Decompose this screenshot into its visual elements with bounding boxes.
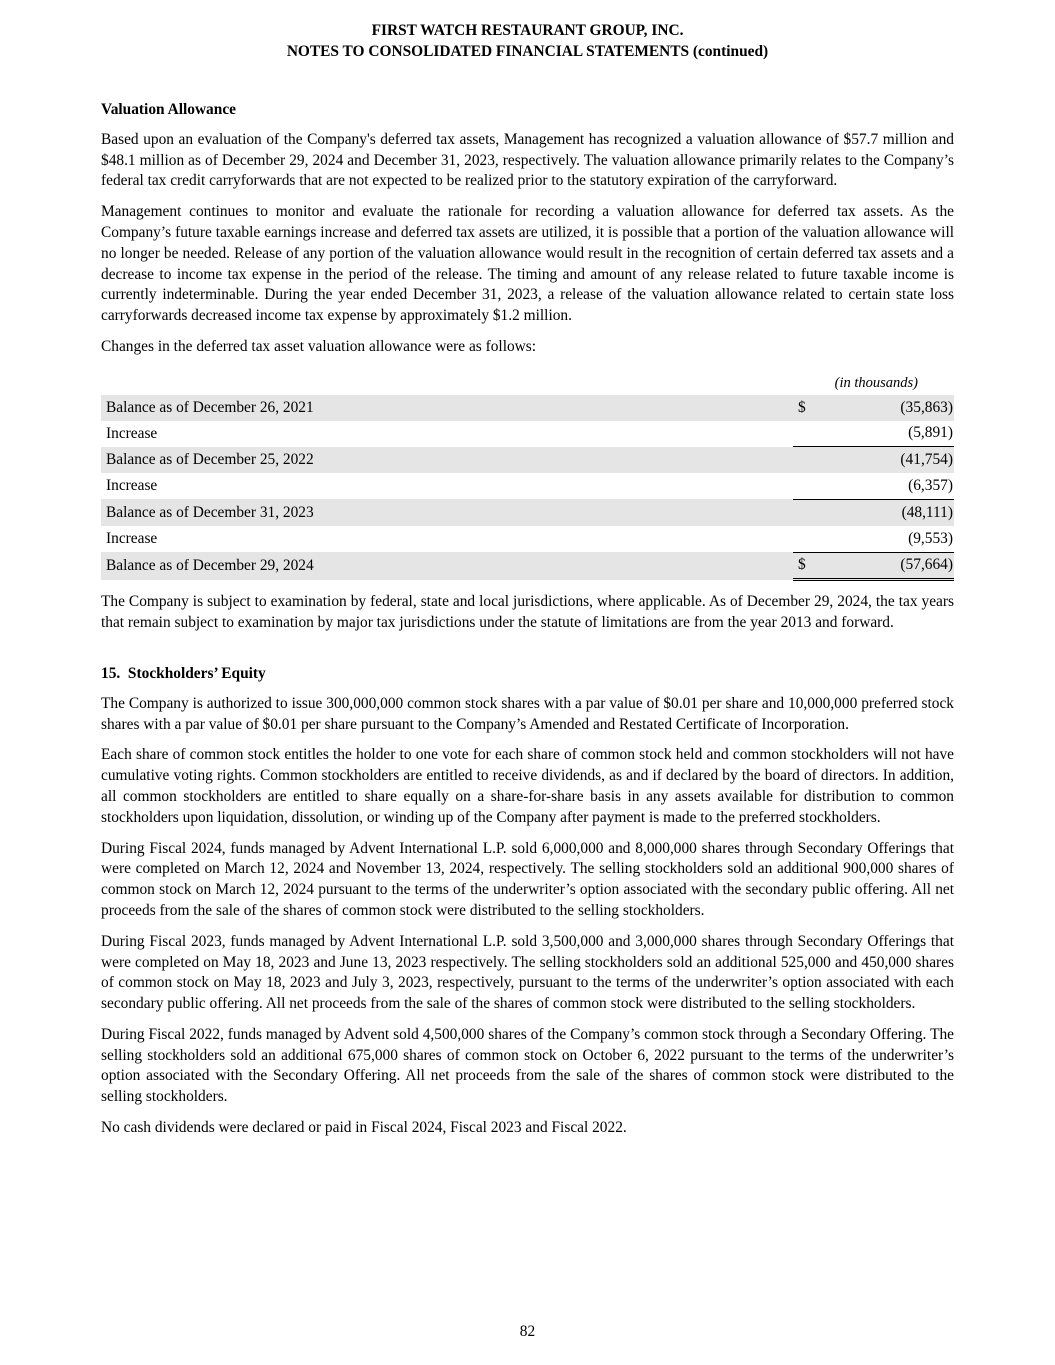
valuation-paragraph-3: Changes in the deferred tax asset valuation allowance were as follows: <box>101 337 537 355</box>
currency-symbol: $ <box>793 552 816 580</box>
row-label: Increase <box>106 424 158 442</box>
currency-symbol: $ <box>793 395 816 421</box>
row-label: Balance as of December 29, 2024 <box>101 552 793 580</box>
equity-paragraph-3: During Fiscal 2024, funds managed by Advent International L.P. sold 6,000,000 and 8,000,000 shares through Secondary Offerings that were completed on March 12, 2024 and November 13, 2024, respectively. The selling stockholders sold an additional 900,000 shares of common stock on March 12, 2024 pursuant to the terms of the underwriter’s option associated with the secondary public offering. All net proceeds from the sale of the shares of common stock were distributed to the selling stockholders. <box>101 839 954 919</box>
row-label: Increase <box>106 477 158 495</box>
table-row <box>101 526 954 552</box>
table-row <box>101 473 954 499</box>
page-header <box>101 20 954 62</box>
table-row <box>101 499 954 525</box>
valuation-paragraph-2: Management continues to monitor and evaluate the rationale for recording a valuation allowance for deferred tax assets. As the Company’s future taxable earnings increase and deferred tax assets are utilized, it is possible that a portion of the valuation allowance will no longer be needed. Release of any portion of the valuation allowance would result in the recognition of certain deferred tax assets and a decrease to income tax expense in the period of the release. The timing and amount of any release related to future taxable income is currently indeterminable. During the year ended December 31, 2023, a release of the valuation allowance related to certain state loss carryforwards decreased income tax expense by approximately $1.2 million. <box>101 203 954 325</box>
valuation-paragraph-1: Based upon an evaluation of the Company's deferred tax assets, Management has recognized a valuation allowance of $57.7 million and $48.1 million as of December 29, 2024 and December 31, 2023, respectively. The valuation allowance primarily relates to the Company’s federal tax credit carryforwards that are not expected to be realized prior to the statutory expiration of the carryforward. <box>101 130 954 190</box>
row-label: Balance as of December 26, 2021 <box>101 395 793 421</box>
equity-paragraph-2: Each share of common stock entitles the holder to one vote for each share of common stock held and common stockholders will not have cumulative voting rights. Common stockholders are entitled to receive dividends, as and if declared by the board of directors. In addition, all common stockholders are entitled to share equally on a share-for-share basis in any assets available for distribution to common stockholders upon liquidation, dissolution, or winding up of the Company after payment is made to the preferred stockholders. <box>101 746 954 826</box>
valuation-allowance-heading: Valuation Allowance <box>101 101 236 118</box>
row-amount: (48,111) <box>816 499 954 525</box>
page-number: 82 <box>519 1323 536 1340</box>
row-label: Balance as of December 25, 2022 <box>101 447 793 473</box>
row-amount: (5,891) <box>816 421 954 447</box>
equity-paragraph-5: During Fiscal 2022, funds managed by Advent sold 4,500,000 shares of the Company’s common stock through a Secondary Offering. The selling stockholders sold an additional 675,000 shares of common stock on October 6, 2022 pursuant to the terms of the underwriter’s option associated with the Secondary Offering. All net proceeds from the sale of the shares of common stock were distributed to the selling stockholders. <box>101 1025 954 1106</box>
row-amount: (9,553) <box>816 526 954 552</box>
table-row <box>101 447 954 473</box>
stockholders-equity-heading: 15. Stockholders’ Equity <box>101 664 266 682</box>
table-row-total <box>101 552 954 580</box>
row-amount: (35,863) <box>816 395 954 421</box>
table-row <box>101 421 954 447</box>
examination-paragraph: The Company is subject to examination by federal, state and local jurisdictions, where applicable. As of December 29, 2024, the tax years that remain subject to examination by major tax jurisdictions under the statute of limitations are from the year 2013 and forward. <box>101 593 954 632</box>
currency-symbol <box>793 473 816 499</box>
currency-symbol <box>793 499 816 525</box>
row-label: Balance as of December 31, 2023 <box>101 499 793 525</box>
table-units-row <box>101 371 954 395</box>
equity-paragraph-4: During Fiscal 2023, funds managed by Advent International L.P. sold 3,500,000 and 3,000,000 shares through Secondary Offerings that were completed on May 18, 2023 and June 13, 2023 respectively. The selling stockholders sold an additional 525,000 and 450,000 shares of common stock on May 18, 2023 and July 3, 2023, respectively, pursuant to the terms of the underwriter’s option associated with each secondary public offering. All net proceeds from the sale of the shares of common stock were distributed to the selling stockholders. <box>101 932 954 1013</box>
row-label: Increase <box>106 529 158 547</box>
valuation-allowance-table <box>101 371 954 582</box>
equity-paragraph-6: No cash dividends were declared or paid in Fiscal 2024, Fiscal 2023 and Fiscal 2022. <box>101 1119 627 1137</box>
currency-symbol <box>793 526 816 552</box>
currency-symbol <box>793 447 816 473</box>
equity-paragraph-1: The Company is authorized to issue 300,000,000 common stock shares with a par value of $0.01 per share and 10,000,000 preferred stock shares with a par value of $0.01 per share pursuant to the Company’s Amended and Restated Certificate of Incorporation. <box>101 694 954 733</box>
row-amount: (41,754) <box>816 447 954 473</box>
row-amount: (57,664) <box>816 552 954 580</box>
document-page <box>101 20 954 1139</box>
page-subtitle: NOTES TO CONSOLIDATED FINANCIAL STATEMENTS (continued) <box>286 43 769 60</box>
row-amount: (6,357) <box>816 473 954 499</box>
company-name: FIRST WATCH RESTAURANT GROUP, INC. <box>371 22 684 39</box>
currency-symbol <box>793 421 816 447</box>
units-label: (in thousands) <box>834 374 918 391</box>
table-row <box>101 395 954 421</box>
